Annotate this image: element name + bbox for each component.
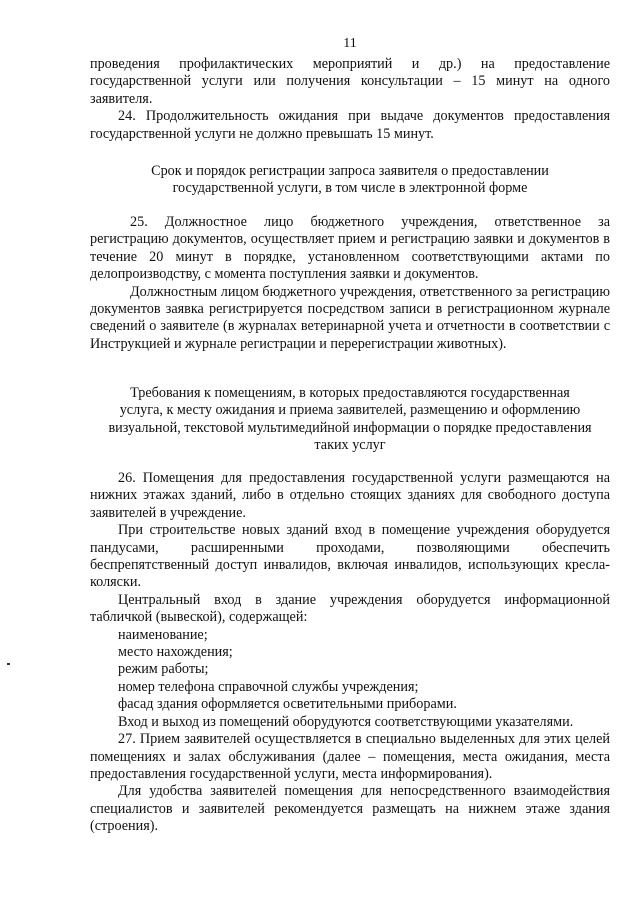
list-item: наименование; xyxy=(118,626,208,643)
list-item: место нахождения; xyxy=(118,644,233,661)
heading-premises-line-4: таких услуг xyxy=(314,437,386,454)
paragraph-registration-journal: Должностным лицом бюджетного учреждения, ответственного за регистрацию документов заявка регистрируется посредством записи в регистрационном журнале сведений о заявителе (в журналах ветеринарной учета и отчетности в соответствии с Инструкцией и журнале регистрации и перерегистрации животных). xyxy=(90,283,610,352)
heading-premises xyxy=(90,385,610,455)
scan-speck xyxy=(7,663,10,665)
heading-premises-line-2: услуга, к месту ожидания и приема заявителей, размещению и оформлению xyxy=(119,402,581,419)
paragraph-24: 24. Продолжительность ожидания при выдаче документов предоставления государственной услуги не должно превышать 15 минут. xyxy=(90,108,610,142)
heading-premises-line-3: визуальной, текстовой мультимедийной информации о порядке предоставления xyxy=(108,419,592,436)
list-item: фасад здания оформляется осветительными приборами. xyxy=(118,696,457,713)
paragraph-new-buildings: При строительстве новых зданий вход в помещение учреждения оборудуется пандусами, расширенными проходами, позволяющими обеспечить беспрепятственный доступ инвалидов, включая инвалидов, использующих кресла-коляски. xyxy=(90,522,610,591)
paragraph-25: 25. Должностное лицо бюджетного учреждения, ответственное за регистрацию документов, осуществляет прием и регистрацию заявки и документов в течение 20 минут в порядке, установленном соответствующими актами по делопроизводству, с момента поступления заявки и документов. xyxy=(90,214,610,283)
section-waiting xyxy=(90,56,610,143)
paragraph-convenience: Для удобства заявителей помещения для непосредственного взаимодействия специалистов и заявителей рекомендуется размещать на нижнем этаже здания (строения). xyxy=(90,783,610,835)
list-item: номер телефона справочной службы учреждения; xyxy=(118,678,419,695)
signboard-contents-list xyxy=(90,627,610,714)
heading-registration-line-2: государственной услуги, в том числе в электронной форме xyxy=(172,180,528,197)
section-registration xyxy=(90,214,610,353)
paragraph-signs: Вход и выход из помещений оборудуются соответствующими указателями. xyxy=(118,713,574,730)
list-item: режим работы; xyxy=(118,661,209,678)
heading-registration-line-1: Срок и порядок регистрации запроса заявителя о предоставлении xyxy=(151,163,549,179)
paragraph-central-entrance: Центральный вход в здание учреждения оборудуется информационной табличкой (вывеской), содержащей: xyxy=(90,591,610,626)
paragraph-26: 26. Помещения для предоставления государственной услуги размещаются на нижних этажах зданий, либо в отдельно стоящих зданиях для свободного доступа заявителей в учреждение. xyxy=(90,470,610,521)
paragraph-27: 27. Прием заявителей осуществляется в специально выделенных для этих целей помещениях и залах обслуживания (далее – помещения, места ожидания, места предоставления государственной услуги, места информирования). xyxy=(90,731,610,782)
page-number: 11 xyxy=(343,36,357,51)
section-premises xyxy=(90,470,610,836)
heading-registration xyxy=(90,163,610,198)
paragraph-consultation-time: проведения профилактических мероприятий и др.) на предоставление государственной услуги или получения консультации – 15 минут на одного заявителя. xyxy=(90,56,610,107)
heading-premises-line-1: Требования к помещениям, в которых предоставляются государственная xyxy=(130,385,570,401)
